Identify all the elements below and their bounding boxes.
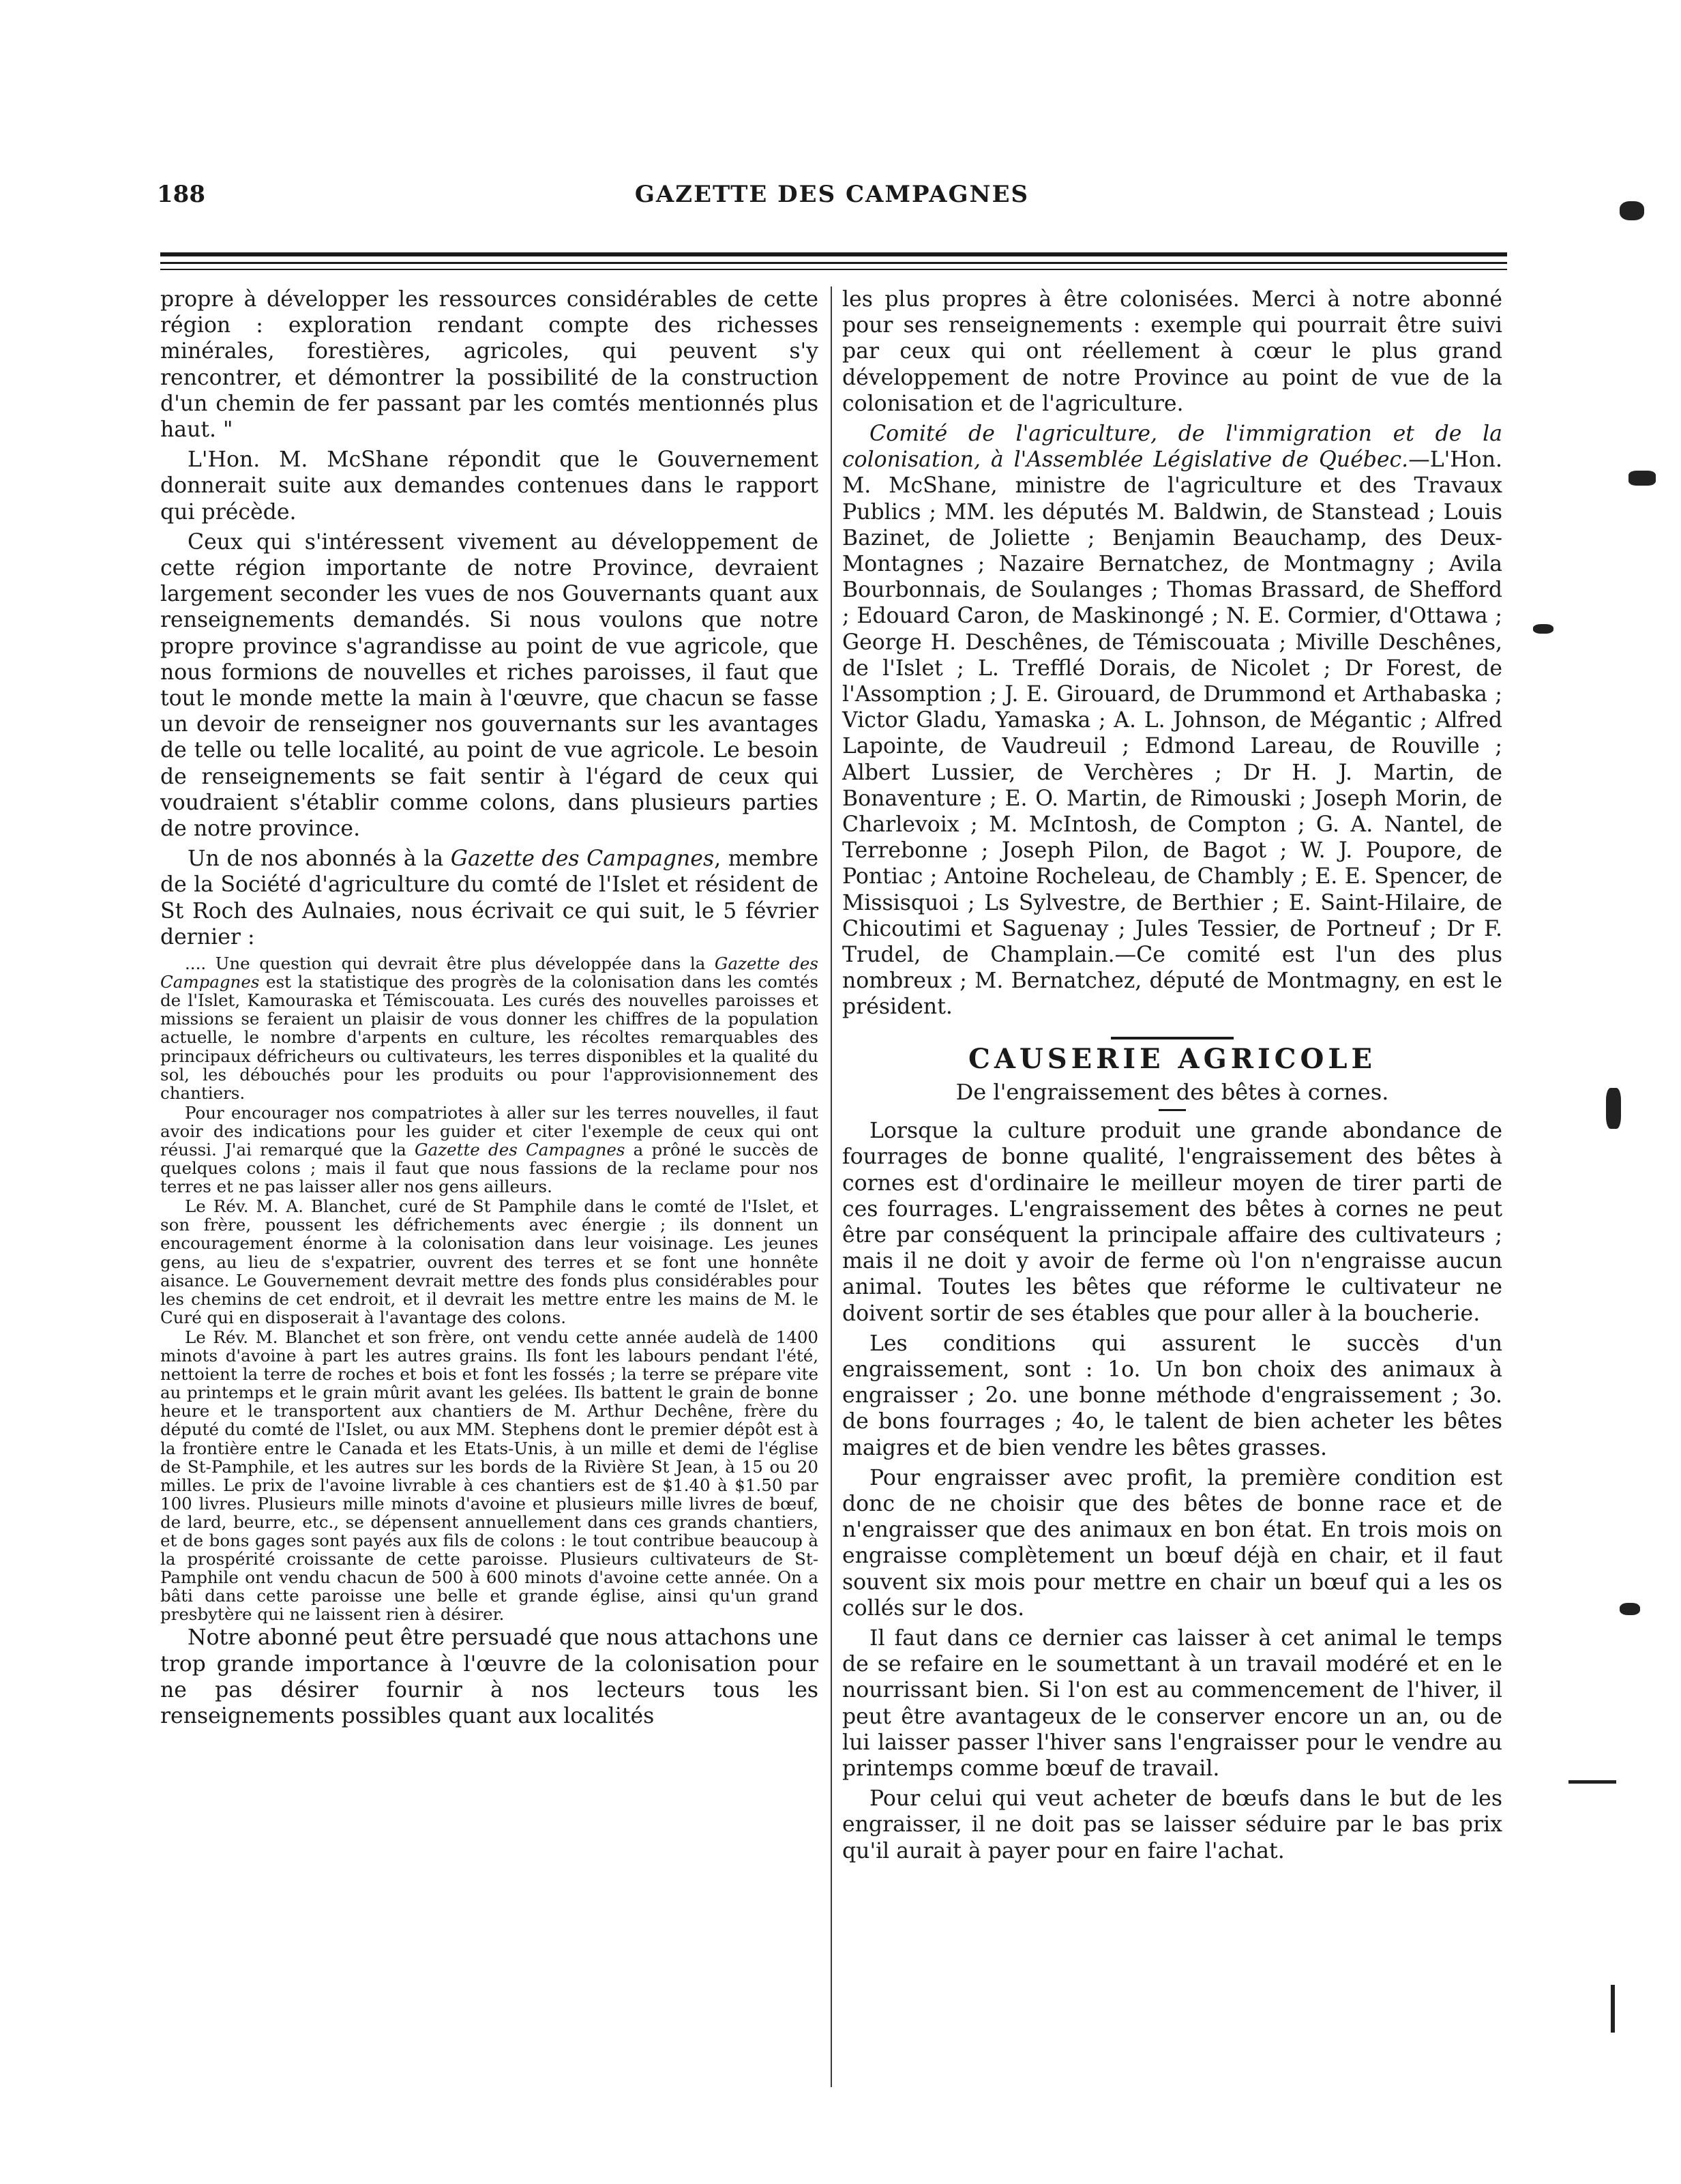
margin-speck	[1606, 1088, 1621, 1129]
section-subtitle: De l'engraissement des bêtes à cornes.	[955, 1078, 1389, 1105]
letter-paragraph-4: Le Rév. M. Blanchet et son frère, ont vendu cette année audelà de 1400 minots d'avoine à part les autres grains. Ils font les labours pendant l'été, nettoient la terre de roches et bois et font les fossés ; la terre se prépare vite au printemps et le grain mûrit avant les gelées. Ils battent le grain de bonne heure et le transportent aux chantiers de M. Arthur Dechêne, frère du député du comté de l'Islet, ou aux MM. Stephens dont le premier dépôt est à la frontière entre le Canada et les Etats-Unis, à un mille et demi de l'église de St-Pamphile, et les autres sur les bords de la Rivière St Jean, à 15 ou 20 milles. Le prix de l'avoine livrable à ces chantiers est de $1.40 à $1.50 par 100 livres. Plusieurs mille minots d'avoine et plusieurs mille livres de bœuf, de lard, beurre, etc., se dépensent annuellement dans ces grands chantiers, et de bons gages sont payés aux fils de colons : le tout contribue beaucoup à la prospérité croissante de cette paroisse. Plusieurs cultivateurs de St-Pamphile ont vendu chacun de 500 à 600 minots d'avoine cette année. On a bâti dans cette paroisse une belle et grande église, ainsi qu'un grand presbytère qui ne laissent rien à désirer.	[160, 1327, 818, 1625]
right-paragraph-7: Pour celui qui veut acheter de bœufs dans le but de les engraisser, il ne doit pas se laisser séduire par le bas prix qu'il aurait à payer pour en faire l'achat.	[842, 1786, 1502, 1863]
subtitle-rule	[1159, 1109, 1186, 1111]
left-paragraph-2: L'Hon. M. McShane répondit que le Gouvernement donnerait suite aux demandes contenues dans le rapport qui précède.	[160, 447, 818, 525]
margin-speck	[1620, 1603, 1640, 1615]
committee-heading: Comité de l'agriculture, de l'immigration et de la colonisation, à l'Assemblée Législative de Québec.	[842, 422, 1502, 473]
running-title: GAZETTE DES CAMPAGNES	[634, 181, 1030, 208]
right-column	[842, 286, 1502, 1868]
left-paragraph-4: Un de nos abonnés à la Gazette des Campagnes, membre de la Société d'agriculture du comté de l'Islet et résident de St Roch des Aulnaies, nous écrivait ce qui suit, le 5 février dernier :	[160, 846, 818, 949]
publication-name: Gazette des Campagnes	[450, 846, 715, 872]
margin-speck	[1568, 1780, 1616, 1784]
header-rule-thick	[160, 252, 1507, 256]
letter-paragraph-2: Pour encourager nos compatriotes à aller sur les terres nouvelles, il faut avoir des indications pour les guider et citer l'exemple de ceux qui ont réussi. J'ai remarqué que la Gazette des Campagnes a prôné le succès de quelques colons ; mais il faut que nous fassions de la reclame pour nos terres et ne pas laisser aller nos gens ailleurs.	[160, 1102, 818, 1197]
column-divider	[831, 286, 832, 2087]
header-rule-medium	[160, 262, 1507, 264]
section-title: CAUSERIE AGRICOLE	[968, 1042, 1376, 1075]
margin-speck	[1628, 471, 1656, 486]
letter-paragraph-3: Le Rév. M. A. Blanchet, curé de St Pamphile dans le comté de l'Islet, et son frère, poussent les défrichements avec énergie ; ils donnent un encouragement énorme à la colonisation dans leur voisinage. Les jeunes gens, au lieu de s'expatrier, ouvrent des terres et se font une honnête aisance. Le Gouvernement devrait mettre des fonds plus considérables pour les chemins de cet endroit, et il devrait les mettre entre les mains de M. le Curé qui en disposerait à l'avantage des colons.	[160, 1196, 818, 1327]
left-column	[160, 286, 818, 1733]
letter-paragraph-1: .... Une question qui devrait être plus développée dans la Gazette des Campagnes est la statistique des progrès de la colonisation dans les comtés de l'Islet, Kamouraska et Témiscouata. Les curés des nouvelles paroisses et missions se feraient un plaisir de vous donner les chiffres de la population actuelle, le nombre d'arpents en culture, les récoltes remarquables des principaux défricheurs ou cultivateurs, les terres disponibles et la qualité du sol, les débouchés pour les produits ou pour l'approvisionnement des chantiers.	[160, 954, 818, 1103]
margin-speck	[1620, 201, 1644, 220]
right-paragraph-3: Lorsque la culture produit une grande abondance de fourrages de bonne qualité, l'engraissement des bêtes à cornes est d'ordinaire le meilleur moyen de tirer parti de ces fourrages. L'engraissement des bêtes à cornes ne peut être par conséquent la principale affaire des cultivateurs ; mais il ne doit y avoir de ferme où l'on n'engraisse aucun animal. Toutes les bêtes que réforme le cultivateur ne doivent sortir de ses étables que pour aller à la boucherie.	[842, 1119, 1502, 1326]
right-paragraph-4: Les conditions qui assurent le succès d'un engraissement, sont : 1o. Un bon choix des animaux à engraisser ; 2o. une bonne méthode d'engraissement ; 3o. de bons fourrages ; 4o, le talent de bien acheter les bêtes maigres et de bien vendre les bêtes grasses.	[842, 1331, 1502, 1460]
right-paragraph-6: Il faut dans ce dernier cas laisser à cet animal le temps de se refaire en le soumettant à un travail modéré et en le nourrissant bien. Si l'on est au commencement de l'hiver, il peut être avantageux de le conserver encore un an, ou de lui laisser passer l'hiver sans l'engraisser pour le vendre au printemps comme bœuf de travail.	[842, 1625, 1502, 1781]
right-paragraph-1: les plus propres à être colonisées. Merci à notre abonné pour ses renseignements : exemple qui pourrait être suivi par ceux qui ont réellement à cœur le plus grand développement de notre Province au point de vue de la colonisation et de l'agriculture.	[842, 287, 1502, 416]
subscriber-letter	[160, 954, 818, 1623]
left-paragraph-5: Notre abonné peut être persuadé que nous attachons une trop grande importance à l'œuvre de la colonisation pour ne pas désirer fournir à nos lecteurs tous les renseignements possibles quant aux localités	[160, 1625, 819, 1729]
margin-speck	[1611, 1985, 1615, 2033]
left-paragraph-1: propre à développer les ressources considérables de cette région : exploration rendant compte des richesses minérales, forestières, agricoles, qui peuvent s'y rencontrer, et démontrer la possibilité de la construction d'un chemin de fer passant par les comtés mentionnés plus haut. "	[160, 287, 818, 443]
committee-paragraph: Comité de l'agriculture, de l'immigration et de la colonisation, à l'Assemblée Législative de Québec.—L'Hon. M. McShane, ministre de l'agriculture et des Travaux Publics ; MM. les députés M. Baldwin, de Stanstead ; Louis Bazinet, de Joliette ; Benjamin Beauchamp, des Deux-Montagnes ; Nazaire Bernatchez, de Montmagny ; Avila Bourbonnais, de Soulanges ; Thomas Brassard, de Shefford ; Edouard Caron, de Maskinongé ; N. E. Cormier, d'Ottawa ; George H. Deschênes, de Témiscouata ; Miville Deschênes, de l'Islet ; L. Trefflé Dorais, de Nicolet ; Dr Forest, de l'Assomption ; J. E. Girouard, de Drummond et Arthabaska ; Victor Gladu, Yamaska ; A. L. Johnson, de Mégantic ; Alfred Lapointe, de Vaudreuil ; Edmond Lareau, de Rouville ; Albert Lussier, de Verchères ; Dr H. J. Martin, de Bonaventure ; E. O. Martin, de Rimouski ; Joseph Morin, de Charlevoix ; M. McIntosh, de Compton ; G. A. Nantel, de Terrebonne ; Joseph Pilon, de Bagot ; W. J. Poupore, de Pontiac ; Antoine Rocheleau, de Chambly ; E. E. Spencer, de Missisquoi ; Ls Sylvestre, de Berthier ; E. Saint-Hilaire, de Chicoutimi et Saguenay ; Jules Tessier, de Portneuf ; Dr F. Trudel, de Champlain.—Ce comité est l'un des plus nombreux ; M. Bernatchez, député de Montmagny, en est le président.	[842, 422, 1502, 1020]
section-rule	[1111, 1037, 1234, 1039]
page-header	[157, 181, 1507, 222]
header-rule-thin	[160, 269, 1507, 270]
page-number: 188	[157, 181, 205, 208]
margin-speck	[1533, 624, 1553, 634]
left-paragraph-3: Ceux qui s'intéressent vivement au développement de cette région importante de notre Province, devraient largement seconder les vues de nos Gouvernants quant aux renseignements demandés. Si nous voulons que notre propre province s'agrandisse au point de vue agricole, que nous formions de nouvelles et riches paroisses, il faut que tout le monde mette la main à l'œuvre, que chacun se fasse un devoir de renseigner nos gouvernants sur les avantages de telle ou telle localité, au point de vue agricole. Le besoin de renseignements se fait sentir à l'égard de ceux qui voudraient s'établir comme colons, dans plusieurs parties de notre province.	[160, 529, 818, 842]
right-paragraph-5: Pour engraisser avec profit, la première condition est donc de ne choisir que des bêtes de bonne race et de n'engraisser que des animaux en bon état. En trois mois on engraisse complètement un bœuf déjà en chair, et il faut souvent six mois pour mettre en chair un bœuf qui a les os collés sur le dos.	[842, 1465, 1502, 1621]
